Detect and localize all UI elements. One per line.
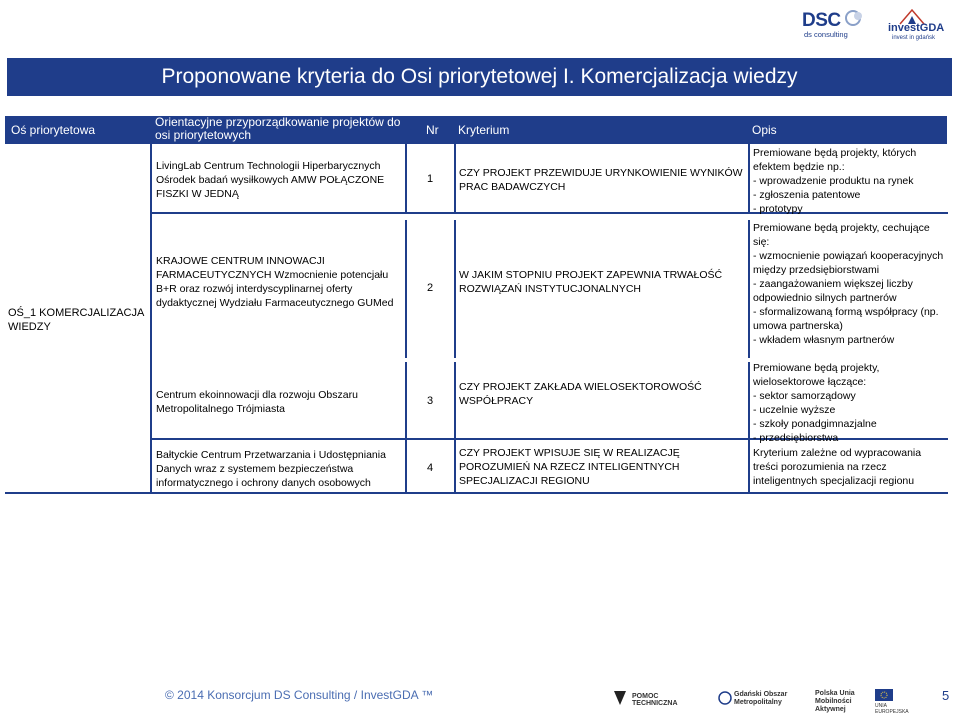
row-3-criterion: CZY PROJEKT ZAKŁADA WIELOSEKTOROWOŚĆ WSPÓŁPRACY — [459, 381, 702, 407]
row-2-desc: Premiowane będą projekty, cechujące się: - wzmocnienie powiązań kooperacyjnych między przedsiębiorstwami - zaangażowaniem większej liczby odpowiednio silnych partnerów - sformalizowaną formą współpracy (np. umowa partnerska) - wkładem własnym partnerów — [753, 222, 944, 346]
row-2-projects: KRAJOWE CENTRUM INNOWACJI FARMACEUTYCZNYCH Wzmocnienie potencjału B+R oraz rozwój interdyscyplinarnej oferty dydaktycznej Wydziału Farmaceutycznego GUMed — [156, 255, 394, 309]
investgda-logo-text: investGDA — [888, 22, 945, 34]
column-divider — [405, 144, 407, 214]
page-title: Proponowane kryteria do Osi priorytetowej I. Komercjalizacja wiedzy — [7, 58, 952, 96]
row-1-criterion: CZY PROJEKT PRZEWIDUJE URYNKOWIENIE WYNIKÓW PRAC BADAWCZYCH — [459, 167, 743, 193]
column-divider — [454, 220, 456, 358]
dsc-logo — [798, 8, 868, 42]
header-projects: Orientacyjne przyporządkowanie projektów do osi priorytetowych — [155, 115, 401, 142]
row-4-projects: Bałtyckie Centrum Przetwarzania i Udostępniania Danych wraz z systemem bezpieczeństwa informatycznego i ochrony danych osobowych — [156, 449, 386, 489]
row-1-projects: LivingLab Centrum Technologii Hiperbarycznych Ośrodek badań wysiłkowych AMW POŁĄCZONE FISZKI W JEDNĄ — [156, 160, 385, 200]
column-divider — [405, 220, 407, 358]
axis-value: OŚ_1 KOMERCJALIZACJA WIEDZY — [8, 307, 144, 333]
header-axis-cell — [5, 116, 150, 144]
row-2-criterion: W JAKIM STOPNIU PROJEKT ZAPEWNIA TRWAŁOŚĆ ROZWIĄZAŃ INSTYTUCJONALNYCH — [459, 269, 723, 295]
row-4-criterion: CZY PROJEKT WPISUJE SIĘ W REALIZACJĘ POROZUMIEŃ NA RZECZ INTELIGENTNYCH SPECJALIZACJI REGIONU — [459, 447, 680, 487]
dsc-logo-subtext: ds consulting — [804, 30, 848, 39]
row-1-nr: 1 — [426, 173, 434, 185]
header-main-cell — [152, 116, 947, 144]
investgda-logo — [886, 6, 948, 42]
column-divider — [748, 220, 750, 358]
gdanski-obszar-text: Gdański Obszar Metropolitalny — [734, 691, 788, 706]
row-2-nr: 2 — [426, 282, 434, 294]
puma-logo: Polska Unia Mobilności Aktywnej — [815, 690, 855, 713]
criteria-table — [5, 116, 948, 494]
row-4-nr: 4 — [426, 462, 434, 474]
table-bottom-border — [5, 492, 948, 494]
column-divider — [748, 362, 750, 494]
row-3-nr: 3 — [426, 395, 434, 407]
row-1-desc: Premiowane będą projekty, których efektem będzie np.: - wprowadzenie produktu na rynek - zgłoszenia patentowe - prototypy — [753, 147, 917, 215]
header-nr: Nr — [426, 123, 439, 137]
page-number: 5 — [942, 688, 950, 703]
header-desc: Opis — [752, 123, 777, 137]
footer-copyright: © 2014 Konsorcjum DS Consulting / InvestGDA ™ — [165, 688, 434, 702]
header-axis: Oś priorytetowa — [11, 123, 96, 137]
row-4-desc: Kryterium zależne od wypracowania treści porozumienia na rzecz inteligentnych specjalizacji regionu — [753, 447, 922, 487]
pomoc-techniczna-text: POMOC TECHNICZNA — [632, 693, 678, 707]
column-divider — [454, 144, 456, 214]
investgda-logo-subtext: invest in gdańsk — [892, 35, 936, 41]
column-divider — [748, 144, 750, 214]
column-divider — [454, 362, 456, 494]
row-3-projects: Centrum ekoinnowacji dla rozwoju Obszaru Metropolitalnego Trójmiasta — [156, 389, 358, 415]
column-divider — [405, 362, 407, 494]
header-criterion: Kryterium — [458, 123, 510, 137]
eu-logo-text: UNIA EUROPEJSKA — [875, 703, 909, 715]
row-3-desc: Premiowane będą projekty, wielosektorowe łączące: - sektor samorządowy - uczelnie wyższe - szkoły ponadgimnazjalne - przedsiębiorstwa — [753, 362, 880, 444]
dsc-logo-text: DSC — [802, 10, 841, 31]
